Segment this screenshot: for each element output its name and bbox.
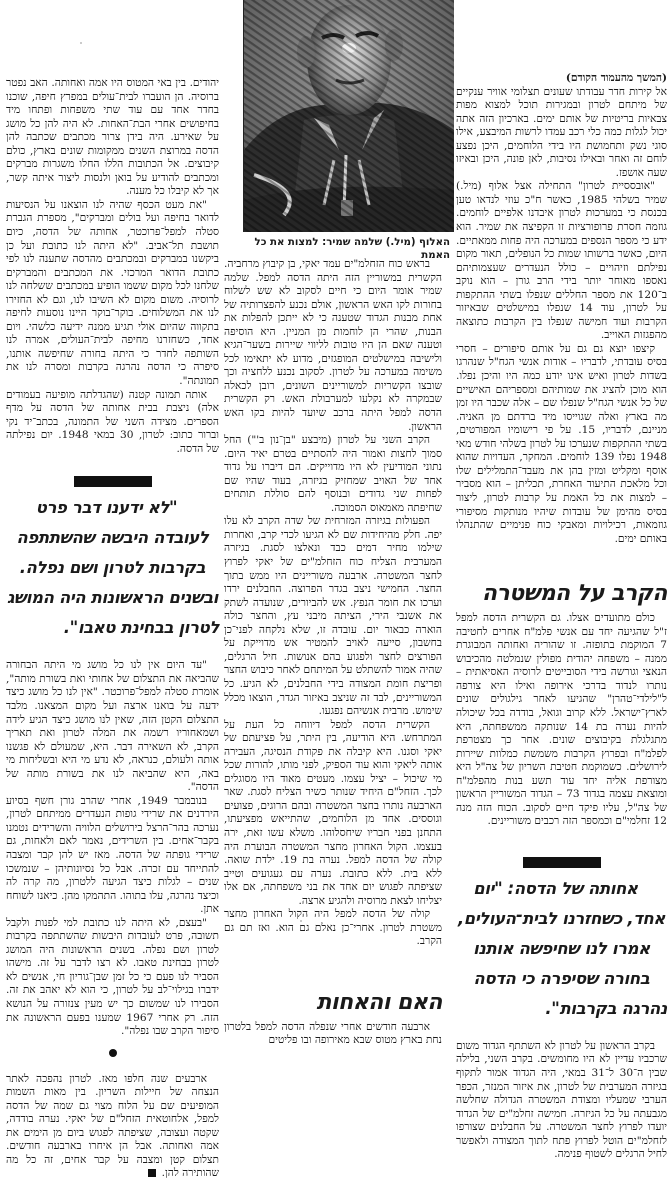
paragraph: "אובססיית לטרון" התחילה אצל אלוף (מיל.) שמיר בשלהי 1985, כאשר ח"כ עוזי לנדאו טען בכנסת כי במערכות לטרון איבדנו אלפיים לוחמים. גוזמה חסרת פרופורציות זו הקפיצה את שמיר. הוא ידע כי מספר הנספים במערכה היה פחות ממאתיים. היום, כאשר ברשותו שמות כל הנופלים, תאור מקום נפילתם וזיהויים – כולל הנעדרים שעצמותיהם נאספו מאוחר יותר בידי הרב גורן – הוא נוקב ב־120 את מספר החללים שנפלו בשתי ההתקפות על לטרון, עוד 14 שנפלו במישלטים שבאיזור הקרבות ועוד חמישה שנפלו בין הקרבות כתוצאה מהפגזות האוייב. (456, 180, 668, 342)
photo-caption: האלוף (מיל.) שלמה שמיר: למצות את כל האמת (254, 237, 450, 261)
portrait-photo (243, 0, 454, 232)
paragraph: "את מעט הכסף שהיה לנו הוצאנו על הנסיעות לדואר בחיפה ועל בולים ומברקים", מספרת הגברת סטלה למפל־פרוכטר, אחותה של הדסה, כיום תושבת תל־אביב. "לא היתה לנו כתובת ועל כן ביקשנו במברקים ובמכתבים מהדסה שתענה לנו לפי כתובת הדואר המרכזי. את המכתבים והמברקים שלחנו לכל מקום ששמו הופיע במכתבים ששלחה לנו לרוסיה. משום מקום לא השיבו לנו, וגם לא החזירו לנו את המשלוחים. בוקר־בוקר היינו נוסעות לחיפה בתקווה שהיום אולי תגיע ממנה ידיעה כלשהי. ויום אחד, כשחזרנו מחיפה לבית־העולים, אמרה לנו השותפה לחדר כי היתה בחורה שחיפשה אותנו, סיפרה כי הדסה נהרגה בקרבות ומסרה לנו את תמונתה". (6, 198, 219, 388)
column-middle (224, 258, 443, 1047)
end-of-article-mark (148, 1169, 156, 1177)
section-separator-dot (109, 1049, 117, 1057)
paragraph: הפעולות בגיזרה המזרחית של שדה הקרב לא עלו יפה. חלק מהיחידות שם לא הגיעו לכדי קרב, ואחרות שילמו מחיר דמים כבד ונאלצו לסגת. בגיזרה המערבית הצליח כוח הזחלמ"ים של יאקי לפרוץ לחצר המשטרה. ארבעה משוריינים היו ממש בתוך החצר. החמישי ניצב בגדר הפרוצה. החבלנים ירדו וערכו את חומר הנפץ. אש להביורים, שנועדה לשתק את אשנבי הירי, הציתה מיבני עץ, והחצר כולה הוארה כבאור יום. עובדה זו, שלא נלקחה לפני־כן בחשבון, סייעה לאויב להמטיר אש מדוייקת על הפורצים לחצר ולפגוע בהם אנושות. חיל הרגלים, שהיה אמור להשתלט על המיתחם לאחר כיבוש החצר ופריצת חומת המצודה בידי החבלנים, לא הגיע. כל המשוריינים, לבד זה שניצב באיזור הגדר, הוצאו מכלל שימוש. מרבית אנשיהם נפגעו. (224, 515, 442, 718)
paragraph: "בעצם, לא היתה לנו כתובת למי לפנות ולקבל תשובה, פרט לעובדות היבשות שהשתתפה בקרבות לטרון ושם נפלה. בשנים הראשונות היה המושג לטרון בבחינת טאבו. לא רצו לדבר על זה. מישהו הסביר לנו פעם כי כל זמן שבן־גוריון חי, אנשים לא ידברו בגילוי־לב על לטרון, כי הוא לא יאהב את זה. הסבירו לנו שמשום כך יש מעין צנזורה על הנושא הזה. רק אחרי 1967 שמענו בפעם הראשונה את סיפור הקרב שבו נפלה". (6, 916, 219, 1038)
paragraph: "עד היום אין לנו כל מושג מי היתה הבחורה שהביאה את התצלום של אחותי ואת בשורת מותה", אומרת סטלה למפל־פרוכטר. "אין לנו כל מושג כיצד ידעה על בואנו ארצה ועל מקום המצאנו. מלבד התצלום הקטן הזה, שאין לנו מושג כיצד הגיע לידה ושמאחוריו רשמה את המלה לטרון ואת תאריך הקרב, לא השאירה דבר. היא, שמעולם לא פגשנו אותה ולעולם, כנראה, לא נדע מי היא ובשליחות מי באה, היא שהביאה לנו את בשורת מותה של הדסה". (6, 659, 219, 794)
paragraph: בראש כוח הזחלמ"ים עמד יאקי, בן קיבוץ מרחביה. הקשרית במשוריין הזה היתה הדסה למפל. שלמה שמיר אומר היום כי חיים לסקוב לא שש לשלוח בחורות לקו האש הראשון, אולם נכנע להפצרותיה של אחת מבנות הגדוד שטענה כי לא ייתכן להפלות את הבנות, שהרי הן לוחמות מן המניין. היא הוסיפה וטענה שאם הן היו טובות לליווי שיירות בשער־הגיא ולישיבה במישלטים המופגזים, מדוע לא יתאימו לכל משימה במערכה על לטרון. לסקוב נכנע ללחציה וכך שובצו הקשריות למשוריינים השונים, רובן לכאלה שבמקרה לא נקלעו למערבולת האש. רק הקשרית הדסה למפל היתה ברכב שיועד להיות בקו האש הראשון. (224, 258, 442, 433)
portrait-image (244, 0, 454, 232)
paragraph: כולם מתועדים אצלו. גם הקשרית הדסה למפל ז"ל שהגיעה יחד עם אנשי פלמ"ח אחרים לחטיבה 7 המוקמת בתופזה. זו שהוריה ואחותה המבוגרת ממנה – משפחה יהודית מפולין שנמלטה מהכיבוש הנאצי וגורשה בידי הסובייטים לרוסיה האסיאתית – נותרו לנדוד בדרכי אירופה ואילו היא צורפה ל"לילדי־טהרן" שהגיעו לאחר גילגולים שונים לארץ־ישראל. ללא קרוב וגואל, בודדה בכל שיכולה להיות נערה בת 14 שנותקה ממשפחתה, היא מתגלגלת בקיבוצים שונים. אחר כך מצטרפת לפלמ"ח ובפרוץ הקרבות משמשת כמלוות שיירות לירושלים. כשמוקמת חטיבת השריון של צה"ל היא מצורפת אליה יחד עוד תשע בנות מהפלמ"ח ומוצאת עצמה בגדוד 73 – הגדוד המשוריין הראשון של צה"ל, עליו פיקד חיים לסקוב. הכוח הזה מנה 12 זחלמי"ם וכמספר הזה רכבים משוריינים. (456, 612, 667, 828)
pullquote-bar (74, 476, 152, 487)
paragraph: ארבעה חודשים אחרי שנפלה הדסה למפל בלטרון נחת בארץ מטוס שבא מאירופה ובו פליטים (224, 1020, 442, 1047)
column-right (456, 72, 668, 1161)
section-title-police-battle: הקרב על המשטרה (481, 581, 667, 607)
paragraph: אותה תמונה קטנה (שהגדלתה מופיעה בעמודים אלה) ניצבת בבית אחותה של הדסה על מדף הספרים. מצידה השני של התמונה, בכתב־יד נקי וברור כתוב: לטרון, 30 במאי 1948. יום נפילתה של הדסה. (6, 388, 220, 455)
print-speck (300, 920, 302, 922)
paragraph: הקשרית הדסה למפל דיווחה כל העת על המתרחש. היא הודיעה, בין היתר, על פציעתם של יאקי וסגנו. היא קיבלה את פקודת הנסיגה, העבירה אותה ליאקי והוא עוד הספיק, לפני מותו, להורות שכל מי שיכול – יציל עצמו. מעטים מאוד היו מסוגלים לכך. הזחל"ם היחיד שנותר כשיר הצליח לסגת. שאר הארבעה נותרו בחצר המשטרה ובהם הרוגים, פצועים וגוססים. אחד מן הלוחמים, שהתייאש מפציעתו, התחנן בפני חבריו שיחסלוהו. משלא עשו זאת, ירה בעצמו. הקול האחרון מחצר המשטרה הבוערת היה קולה של הדסה למפל. נערה בת 19. ילדת שואה. ללא בית. ללא כתובת. נערה עם געגועים וטייב שציפתה לפגוש יום אחד את בני משפחתה, אם אלו יצליחו לצאת מרוסיה ולהגיע ארצה. (224, 718, 443, 907)
paragraph: קיצפו יוצא גם גם על אותם סיפורים – חסרי בסיס עובדתי, לדבריו – אודות אנשי הגח"ל שנהרגו בשדות לטרון ואיש אינו יודע כמה היו והיכן נפלו. הוא מוכן להציג את שמותיהם ומספריהם האישיים של כל אנשי הגח"ל שנפלו שם – אלה שכבר היו זמן מה בארץ ואלה שגוייסו מיד ברדתם מן האניה. מניינם, לדבריו, 15. על פי רישומיו המפורטים, בשתי ההתקפות שנערכו על לטרון בשלהי חודש מאי 1948 נפלו 139 לוחמים. המחקר, העדויות שהוא אוסף ומקליט ומזין בהן את מעבד־התמלילים שלו וכל מלאכת התיעוד האחרת, תכליתן – הוא מסביר – למצות את כל האמת על קרבות לטרון, ליצור בסיס מהימן של עובדות שיהיו מנותקות מסיפורי גוזמאות, רכילויות ומאבקי כוח פנימיים שהתנהלו באותם ימים. (456, 342, 667, 545)
paragraph: בקרב הראשון על לטרון לא השתתף הגדוד משום שרכביו עדיין לא היו מחומשים. בקרב השני, בלילה שבין ה־30 ל־31 במאי, היה הגדוד אמור לתקוף בגיזרה המערבית של לטרון, את איזור המנזר, הכפר הערבי שמעליו ומצודת המשטרה הגדולה שחלשה מגבעתה על כל הגיזרה. חמישה זחלמ"ים של הגדוד יועדו לפרוץ לחצר המשטרה. על החבלנים שצורפו לזחלמ"ים הוטל לפרוץ פתח לתוך המצודה ולאפשר לחיל הרגלים לשטוף פנימה. (456, 1039, 667, 1161)
paragraph: קולה של הדסה למפל היה הקול האחרון מחצר משטרת לטרון. אחרי־כן נאלם גם הוא. ואז תם גם הקרב. (224, 908, 442, 948)
paragraph: אל קירות חדר עבודתו שעונים תצלומי אוויר ענקיים של מיתחם לטרון ובמגירות תוכל למצוא מפות צבאיות בריטיות של אותם ימים. בארכיון הזה אתה יכול לגלות כמה כלי רכב עמדו לרשות המיבצע, אילו סוגי נשק ותחמושת היו בידי הלוחמים, היכן נפצע לוחם זה ואחר ובאילו נסיבות, לאן פונה, היכן ובאיזו שעה אושפז. (456, 85, 667, 179)
paragraph: הקרב השני על לטרון (מיבצע "בן־נון ב'") החל סמוך לחצות ואמור היה להסתיים בטרם יאיר היום. נתוני המודיעין לא היו מדוייקים. הם דיברו על גדוד אחד של האויב שמחזיק בגיזרה, בעוד שהיו שם לפחות שני גדודים ובנוסף להם סוללת תותחים שחיפתה מאמאוס הסמוכה. (224, 434, 442, 514)
paragraph: בנובמבר 1949, אחרי שהרב גורן חשף בסיוע הירדנים את שרידי גופות הנעדרים ממיתחם לטרון, נערכה בהר־הרצל בירושלים הלוויה והשרידים נטמנו בקבר־אחים. בין השרידים, נאמר לאם ולאחות, גם שרידי גופתה של הדסה. מאז יש להן קבר ומצבה להתייחד עם זכרה. אבל כל נסיונותיהן – שנמשכו שנים – לגלות כיצד הגיעה ללטרון, מה קרה לה וכיצד נהרגה, עלו בתוהו. התהמקו מהן. כיאנו לשוחח אתן. (6, 794, 219, 916)
paragraph-final (6, 1073, 219, 1181)
section-title-mother-sister: האם והאחות (316, 989, 442, 1015)
paragraph: יהודים. בין באי המטוס היו אמה ואחותה. האב נפטר ברוסיה. הן הועברו לבית־עולים במפרץ חיפה, שוכנו בחדר אחד עם עוד שתי משפחות ופתחו מיד בחיפושים אחרי הבת־האחות. לא היה להן כל מושג על שאירע. היה בידן צרור מכתבים שכתבה להן הדסה במרוצת השנים ממקומות שונים בארץ, כולם קיבוצים. אל הכתובות הללו החלו משגרות מברקים ומכתבים להודיע על בואן ולנסות ליצור איתה קשר, אך לא קיבלו כל מענה. (6, 77, 219, 198)
paragraph-text: ארבעים שנה חלפו מאז. לטרון נהפכה לאתר הנצחה של חיילות השריון. בין מאות השמות המופיעים שם על הלוח מצוי גם שמה של הדסה למפל, אלחוטאית הזחל"ם של יאקי. נערה בודדה, שקטה ועצובה, שציפתה לפגוש ביום מן הימים את אמה ואחותה. אבל הן איחרו בארבעה חודשים. תצלום קטן ומצבה על קבר אחים, זה כל מה שהותירה להן. (6, 1072, 219, 1180)
column-left (6, 77, 220, 1180)
pullquote-bar (523, 857, 601, 868)
continued-note: (המשך מהעמוד הקודם) (565, 72, 667, 84)
pullquote-sister: אחותה של הדסה: "יום אחד, כשחזרנו לבית־העולים, אמרו לנו שחיפשה אותנו בחורה שסיפרה כי הדסה נהרגה בקרבות". (457, 878, 667, 1018)
print-speck (80, 42, 82, 44)
pullquote-taboo: "לא ידענו דבר פרט לעובדה היבשה שהשתתפה בקרבות לטרון ושם נפלה. ובשנים הראשונות היה המושג לטרון בבחינת טאבו". (6, 498, 219, 638)
